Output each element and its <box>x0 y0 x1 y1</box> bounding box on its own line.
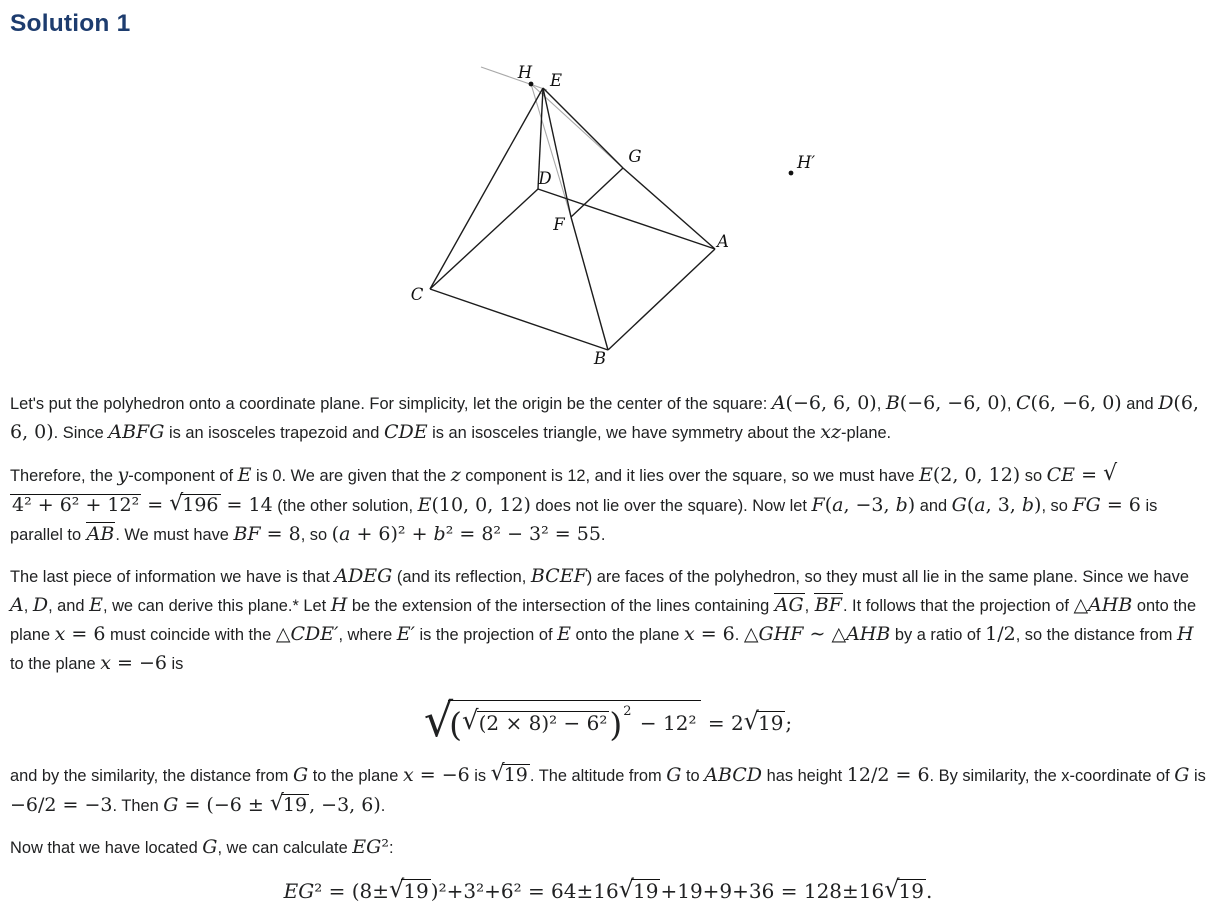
math-run: = −6 <box>110 652 167 674</box>
math-run: (6, −6, 0) <box>1030 392 1122 414</box>
math-run: A <box>771 392 786 414</box>
text-run: , and <box>48 597 90 615</box>
vertex-label: A <box>717 232 729 251</box>
math-run: E <box>919 464 933 486</box>
equals-part: = 2 <box>701 711 744 735</box>
math-run: b <box>433 523 446 545</box>
math-run: ∼ △ <box>803 623 847 645</box>
math-run: H <box>1176 623 1194 645</box>
sqrt-content: 19 <box>403 879 429 903</box>
math-run: x <box>54 623 66 645</box>
math-run: H <box>330 594 348 616</box>
inner-radical-sign: √ <box>462 706 479 736</box>
text-run: . We must have <box>115 526 234 544</box>
math-run: GHF <box>758 623 804 645</box>
text-run: is an isosceles trapezoid and <box>164 424 384 442</box>
text-run: is <box>1189 767 1206 785</box>
math-run: G <box>666 764 682 786</box>
math-run: x <box>100 652 111 674</box>
text-run: Therefore, the <box>10 467 118 485</box>
text-run: ) are faces of the polyhedron, so they must all lie in the same plane. Since we have <box>586 568 1189 586</box>
math-run: (2, 0, 12) <box>932 464 1021 486</box>
sqrt-content: 19 <box>898 879 924 903</box>
text-run: , <box>23 597 33 615</box>
sqrt-sign: √ <box>169 491 183 516</box>
text-run: . It follows that the projection of <box>842 597 1074 615</box>
outer-radicand <box>448 700 701 744</box>
paragraph-5 <box>10 833 1206 862</box>
math-run: (−6, 6, 0) <box>785 392 877 414</box>
math-run: a <box>974 494 986 516</box>
math-run: D <box>1158 392 1174 414</box>
sqrt-content: 196 <box>182 494 219 516</box>
text-run: is an isosceles triangle, we have symmetry about the <box>427 424 821 442</box>
text-run: , we can derive this plane.* Let <box>102 597 331 615</box>
solution-heading: Solution 1 <box>10 10 131 37</box>
text-run: (the other solution, <box>272 497 418 515</box>
math-run: 12/2 = 6 <box>846 764 930 786</box>
semicolon: ; <box>785 711 793 735</box>
math-run: , 3, <box>985 494 1022 516</box>
math-run: (10, 0, 12) <box>431 494 531 516</box>
text-run: -plane. <box>841 424 892 442</box>
math-run: ADEG <box>334 565 393 587</box>
math-run: E <box>237 464 252 486</box>
diagram-gray-line <box>531 84 571 217</box>
math-run: ( <box>824 494 833 516</box>
minus-term: − 12² <box>633 711 697 735</box>
nested-radical-expression <box>423 693 793 747</box>
paragraph-3 <box>10 562 1206 678</box>
math-run: = 14 <box>220 494 273 516</box>
vertex-label: H <box>517 63 533 82</box>
sqrt-content: 4² + 6² + 12² <box>12 494 140 516</box>
sqrt-content: 19 <box>503 764 528 786</box>
math-run: D <box>32 594 49 616</box>
math-run: G <box>293 764 309 786</box>
math-run: A <box>10 594 24 616</box>
polyhedron-diagram <box>10 40 1206 376</box>
text-run: . Then <box>112 797 164 815</box>
outer-radical-sign: √ <box>423 693 452 747</box>
sqrt-sign: √ <box>389 875 404 903</box>
math-run: ABCD <box>704 764 763 786</box>
text-run: . By similarity, the x-coordinate of <box>929 767 1175 785</box>
math-run: CDE <box>383 421 428 443</box>
text-run: , <box>1006 395 1016 413</box>
overline-math: AG <box>774 594 804 616</box>
text-run: , so <box>1041 497 1073 515</box>
math-run: ² <box>381 836 389 858</box>
sqrt-sign: √ <box>490 761 504 786</box>
math-run: x <box>683 623 695 645</box>
text-run: . <box>380 797 386 815</box>
math-run: )²+3²+6² = 64±16 <box>430 879 619 903</box>
math-run: b <box>895 494 908 516</box>
math-run: . <box>925 879 933 903</box>
text-run: by a ratio of <box>890 626 986 644</box>
math-run: G <box>1174 764 1190 786</box>
math-run: △ <box>275 623 291 645</box>
overline-math: BF <box>814 594 842 616</box>
left-paren: ( <box>449 705 463 744</box>
text-run: Let's put the polyhedron onto a coordinate plane. For simplicity, let the origin be the center of the square: <box>10 395 772 413</box>
math-run: BCEF <box>530 565 587 587</box>
text-run: to the plane <box>308 767 403 785</box>
math-run: F <box>811 494 825 516</box>
math-run: E <box>557 623 571 645</box>
text-run: does not lie over the square). Now let <box>530 497 812 515</box>
math-run: G <box>163 794 179 816</box>
text-run: is <box>166 655 184 673</box>
math-run: ² = 8² − 3² = 55 <box>445 523 601 545</box>
rhs-radical-sign: √ <box>743 707 758 735</box>
math-run: △ <box>743 623 759 645</box>
text-run: and <box>915 497 952 515</box>
text-run: , so the distance from <box>1015 626 1177 644</box>
text-run: The last piece of information we have is that <box>10 568 335 586</box>
sqrt-sign: √ <box>269 791 283 816</box>
text-run: , where <box>338 626 397 644</box>
text-run: Now that we have located <box>10 839 203 857</box>
text-run: . <box>734 626 744 644</box>
vertex-label: B <box>593 349 607 368</box>
text-run: so <box>1020 467 1047 485</box>
text-run: -component of <box>128 467 238 485</box>
math-run: y <box>117 464 129 486</box>
diagram-edge <box>543 88 623 168</box>
math-run: (6, 6, 0) <box>10 392 1199 443</box>
sqrt-sign: √ <box>618 875 634 903</box>
paragraph-2 <box>10 460 1206 549</box>
text-run: has height <box>762 767 847 785</box>
rhs-radicand: 19 <box>757 711 784 735</box>
math-run: b <box>1021 494 1035 516</box>
math-run: E <box>417 494 432 516</box>
vertex-label: E <box>549 71 563 90</box>
sqrt-sign: √ <box>1103 461 1117 486</box>
text-run: to the plane <box>10 655 101 673</box>
math-run: G <box>202 836 218 858</box>
math-run: △ <box>1073 594 1089 616</box>
text-run: is 0. We are given that the <box>251 467 451 485</box>
math-run: −6/2 = −3 <box>10 794 113 816</box>
text-run: onto the plane <box>10 597 1197 644</box>
display-formula-2 <box>10 875 1206 903</box>
text-run: and <box>1121 395 1159 413</box>
text-run: be the extension of the intersection of the lines containing <box>347 597 774 615</box>
math-run: = 6 <box>65 623 106 645</box>
math-run: = <box>1075 464 1104 486</box>
math-run: = 6 <box>1100 494 1141 516</box>
inner-radicand: (2 × 8)² − 6² <box>478 711 608 735</box>
text-run: : <box>388 839 394 857</box>
math-run: ( <box>331 523 340 545</box>
math-run: E <box>89 594 103 616</box>
math-run: = −6 <box>413 764 470 786</box>
math-run: ABFG <box>108 421 165 443</box>
text-run: component is 12, and it lies over the square, so we must have <box>460 467 919 485</box>
text-run: must coincide with the <box>105 626 276 644</box>
vertex-label: C <box>410 285 424 304</box>
math-run: ( <box>966 494 975 516</box>
diagram-edge <box>430 189 538 289</box>
text-run: , <box>804 597 814 615</box>
math-run: AHB <box>846 623 891 645</box>
diagram-edge <box>571 217 608 350</box>
math-run: ² = (8± <box>314 879 390 903</box>
math-run: a <box>832 494 844 516</box>
text-run: is parallel to <box>10 497 1158 544</box>
math-run: ) <box>907 494 916 516</box>
text-run: , <box>876 395 886 413</box>
diagram-edge <box>608 249 715 350</box>
math-run: , −3, 6) <box>309 794 381 816</box>
text-run: and by the similarity, the distance from <box>10 767 294 785</box>
text-run: . The altitude from <box>529 767 667 785</box>
vertex-label: G <box>628 147 642 166</box>
text-run: , we can calculate <box>217 839 353 857</box>
text-run: . Since <box>53 424 109 442</box>
text-run: onto the plane <box>570 626 684 644</box>
math-run: , −3, <box>843 494 896 516</box>
math-run: FG <box>1072 494 1101 516</box>
sqrt-content: 19 <box>633 879 659 903</box>
right-paren: ) <box>609 705 623 744</box>
text-run: , so <box>300 526 332 544</box>
math-run: a <box>339 523 351 545</box>
paragraph-1 <box>10 389 1206 447</box>
math-run: E′ <box>396 623 415 645</box>
text-run: to <box>681 767 705 785</box>
math-run: 1/2 <box>985 623 1016 645</box>
diagram-edge <box>430 289 608 350</box>
math-run: = 6 <box>694 623 735 645</box>
math-run: x <box>402 764 414 786</box>
diagram-edge <box>623 168 715 249</box>
math-run: B <box>885 392 900 414</box>
math-run: CDE′ <box>290 623 339 645</box>
math-run: C <box>1016 392 1031 414</box>
vertex-label: D <box>538 169 552 188</box>
sqrt-sign: √ <box>884 875 899 903</box>
polyhedron-diagram-svg <box>10 40 1216 376</box>
text-run: . <box>600 526 606 544</box>
math-run: G <box>951 494 967 516</box>
text-run: is the projection of <box>414 626 558 644</box>
display-formula-1 <box>10 693 1206 747</box>
math-run: = 8 <box>260 523 301 545</box>
vertex-label: F <box>553 215 565 234</box>
math-run: AHB <box>1088 594 1133 616</box>
math-run: EG <box>352 836 382 858</box>
math-run: z <box>450 464 461 486</box>
exponent: 2 <box>623 704 632 719</box>
vertex-dot <box>789 171 794 176</box>
math-run: + 6)² + <box>350 523 434 545</box>
diagram-edge <box>430 88 543 289</box>
text-run: is <box>469 767 491 785</box>
math-run: = <box>141 494 170 516</box>
diagram-gray-line <box>481 67 547 90</box>
math-run: = (−6 ± <box>178 794 270 816</box>
math-run: +19+9+36 = 128±16 <box>660 879 885 903</box>
math-run: BF <box>233 523 261 545</box>
math-run: ) <box>1034 494 1042 516</box>
math-run: (−6, −6, 0) <box>899 392 1007 414</box>
overline-math: AB <box>86 523 115 545</box>
text-run: (and its reflection, <box>392 568 531 586</box>
math-run: CE <box>1046 464 1076 486</box>
math-run: xz <box>820 421 841 443</box>
vertex-label: H′ <box>797 153 816 172</box>
paragraph-4 <box>10 760 1206 820</box>
math-run: EG <box>283 879 315 903</box>
vertex-dot <box>529 82 534 87</box>
sqrt-content: 19 <box>282 794 308 816</box>
